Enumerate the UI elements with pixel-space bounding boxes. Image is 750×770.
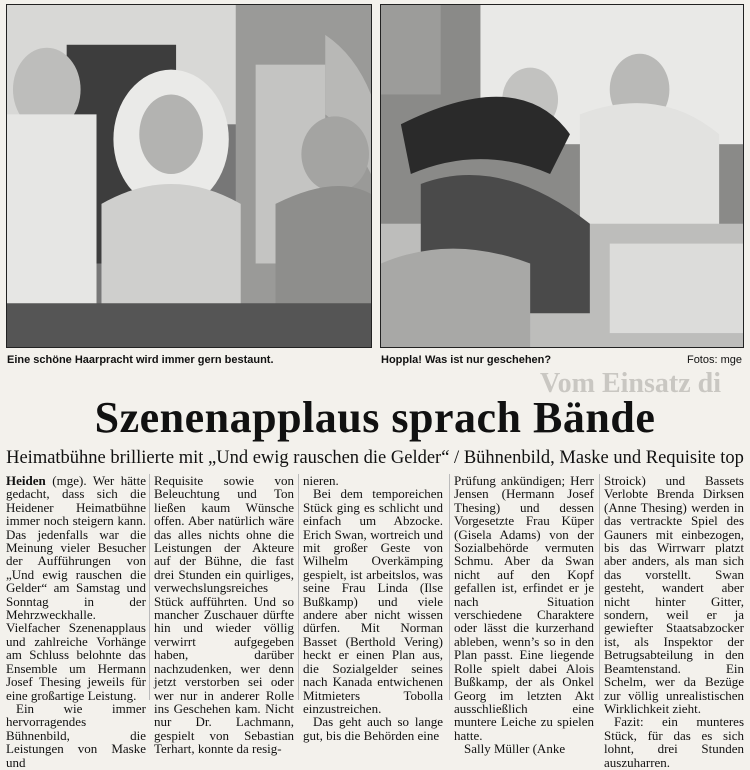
article-paragraph: Prüfung ankündigen; Herr Jensen (Hermann Josef Thesing) und dessen Vorgesetzte Frau Küper (Gisela Adams) von der Sozialbehörde vermuten Schmu. Aber da Swan nicht auf den Kopf gefallen ist, erfindet er je nach Situation verschiedene Charaktere oder lässt die kurzerhand ableben, wenn’s so in den Plan passt. Eine liegende Rolle spielt dabei Alois Bußkamp, der als Onkel Georg im letzten Akt ausschließlich eine muntere Leiche zu spielen hatte. [454, 473, 594, 743]
photo-credit: Fotos: mge [686, 354, 742, 366]
article-headline: Szenenapplaus sprach Bände [94, 393, 656, 442]
article-paragraph: Das geht auch so lange gut, bis die Behörden eine [303, 714, 443, 743]
article-column-1 [6, 473, 147, 770]
photo-right-image [381, 5, 743, 347]
paragraph-text: (mge). Wer hätte gedacht, dass sich die Heidener Heimatbühne immer noch steigern kann. Das jedenfalls war die Meinung vieler Besucher der Aufführungen von „Und ewig rauschen die Gelder“ am Samstag und Sonntag in der Mehrzweckhalle. Vielfacher Szenenapplaus und zahlreiche Vorhänge am Schluss belohnte das Ensemble um Hermann Josef Thesing jeweils für eine großartige Leistung. [6, 473, 147, 703]
article-column-3 [303, 473, 443, 743]
dateline: Heiden [6, 473, 46, 488]
column-rule [449, 474, 450, 700]
photo-left-image [7, 5, 371, 347]
article-subheadline: Heimatbühne brillierte mit „Und ewig rauschen die Gelder“ / Bühnenbild, Maske und Requisite top [6, 448, 744, 468]
article-column-2 [154, 473, 294, 757]
article-paragraph [6, 474, 146, 702]
article-column-4 [454, 473, 594, 757]
photo-fall-scene [380, 4, 744, 348]
article-paragraph: Requisite sowie von Beleuchtung und Ton ließen kaum Wünsche offen. Aber natürlich wäre das alles nichts ohne die Leistungen der Akteure auf der Bühne, die fast drei Stunden ein quirliges, verwechslungsreiches Stück aufführten. Und so mancher Zuschauer dürfte hin und wieder völlig verwirrt aufgegeben haben, darüber nachzudenken, wer denn jetzt verstorben sei oder wer nur in anderer Rolle ins Geschehen kam. Nicht nur Dr. Lachmann, gespielt von Sebastian Terhart, konnte da resig- [154, 473, 294, 757]
article-paragraph: Ein wie immer hervorragendes Bühnenbild, die Leistungen von Maske und [6, 700, 146, 770]
article-column-5 [604, 473, 744, 770]
article-paragraph: Sally Müller (Anke [464, 741, 566, 757]
article-paragraph: Fazit: ein munteres Stück, für das es sich lohnt, drei Stunden auszuharren. [604, 714, 744, 770]
article-paragraph: nieren. [303, 473, 339, 488]
photo-right-caption: Hoppla! Was ist nur geschehen? [381, 354, 552, 366]
column-rule [149, 474, 150, 700]
bleed-through-text: Vom Einsatz di [540, 368, 722, 399]
column-rule [298, 474, 299, 700]
article-paragraph: Stroick) und Bassets Verlobte Brenda Dirksen (Anne Thesing) werden in das vertrackte Spiel des Gauners mit einbezogen, bis das Wirrwarr platzt aber anders, als man sich das vorstellt. Swan gesteht, wandert aber nicht hinter Gitter, sondern, weil er ja gewiefter Staatsabzocker ist, als Inspektor der Betrugsabteilung in den Beamtenstand. Ein Schelm, wer da Bezüge zur völlig unrealistischen Wirklichkeit zieht. [604, 473, 744, 716]
article-paragraph: Bei dem temporeichen Stück ging es schlicht und einfach um Abzocke. Erich Swan, wortreich und mit großer Geste von Wilhelm Overkämping gespielt, ist arbeitslos, was seine Frau Linda (Ilse Bußkamp) und viele andere aber nicht wissen dürfen. Mit Norman Basset (Berthold Vering) heckt er einen Plan aus, die Sozialgelder seines nach Kanada entwichenen Mitmieters Tobolla einzustreichen. [303, 486, 443, 716]
photo-hair-scene [6, 4, 372, 348]
photo-left-caption: Eine schöne Haarpracht wird immer gern bestaunt. [7, 354, 274, 366]
column-rule [599, 474, 600, 700]
